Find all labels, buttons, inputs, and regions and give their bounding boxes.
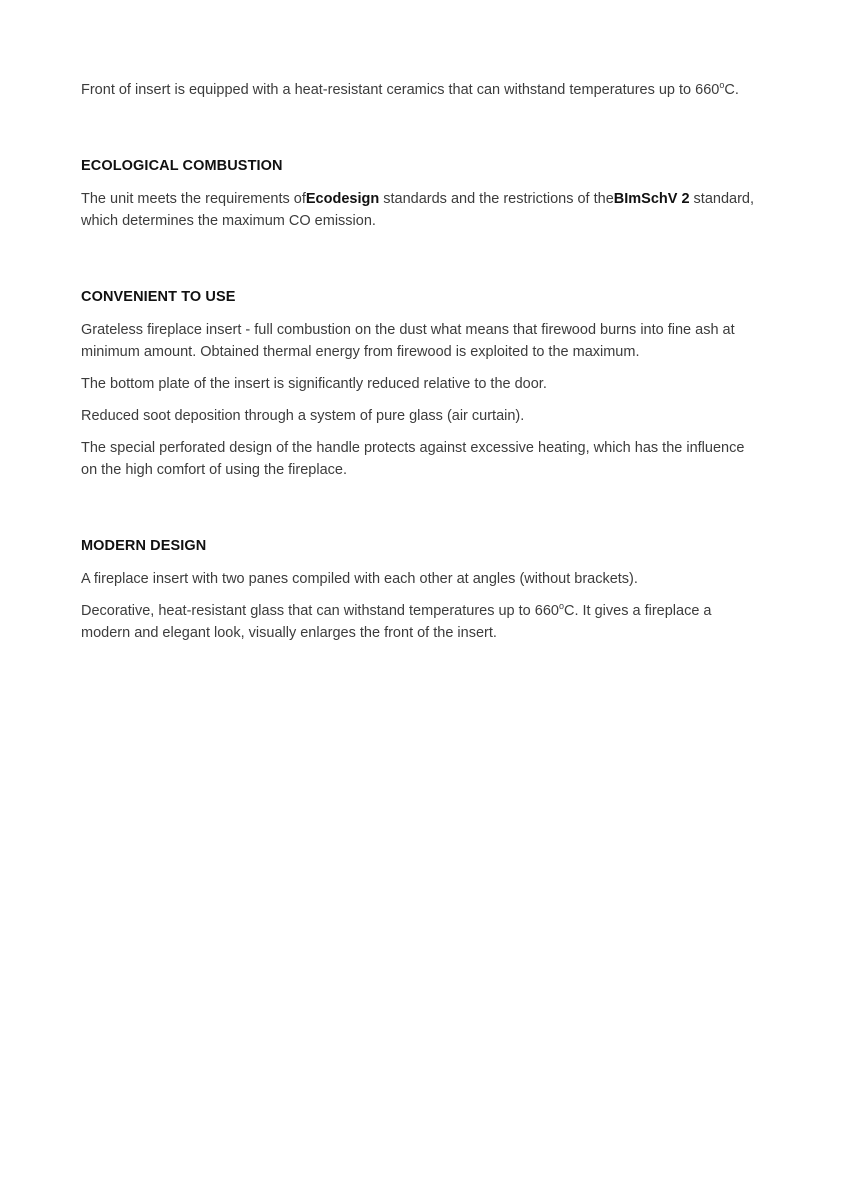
section-spacer (81, 111, 761, 155)
intro-paragraph (81, 79, 761, 101)
modern-text-b: C. It gives a fireplace a modern and elegant look, visually enlarges the front of the insert. (81, 603, 712, 641)
convenient-paragraph-2: The bottom plate of the insert is significantly reduced relative to the door. (81, 376, 547, 392)
document-content (81, 79, 761, 654)
modern-heading: MODERN DESIGN (81, 538, 207, 554)
modern-paragraph-2 (81, 600, 761, 644)
convenient-heading: CONVENIENT TO USE (81, 289, 236, 305)
convenient-paragraph-3: Reduced soot deposition through a system of pure glass (air curtain). (81, 408, 525, 424)
bimschv-emphasis: BImSchV 2 (613, 191, 690, 207)
convenient-paragraph-1: Grateless fireplace insert - full combustion on the dust what means that firewood burns into fine ash at minimum amount. Obtained thermal energy from firewood is exploited to the maximum. (81, 322, 735, 360)
ecological-text-e: standard, which determines the maximum CO emission. (81, 191, 755, 229)
intro-text-part1: Front of insert is equipped with a heat-resistant ceramics that can withstand temperatures up to 660 (81, 82, 720, 98)
degree-sign: o (719, 80, 725, 90)
ecological-heading: ECOLOGICAL COMBUSTION (81, 158, 283, 174)
section-spacer (81, 242, 761, 286)
modern-text-a: Decorative, heat-resistant glass that can withstand temperatures up to 660 (81, 603, 559, 619)
degree-sign: o (558, 601, 564, 611)
intro-text-part2: C. (724, 82, 739, 98)
ecological-paragraph (81, 188, 761, 232)
section-spacer (81, 491, 761, 535)
convenient-paragraph-4: The special perforated design of the handle protects against excessive heating, which has the influence on the high comfort of using the fireplace. (81, 440, 745, 478)
modern-paragraph-1: A fireplace insert with two panes compiled with each other at angles (without brackets). (81, 571, 638, 587)
ecodesign-emphasis: Ecodesign (305, 191, 380, 207)
ecological-text-a: The unit meets the requirements of (81, 191, 306, 207)
ecological-text-c: standards and the restrictions of the (379, 191, 614, 207)
